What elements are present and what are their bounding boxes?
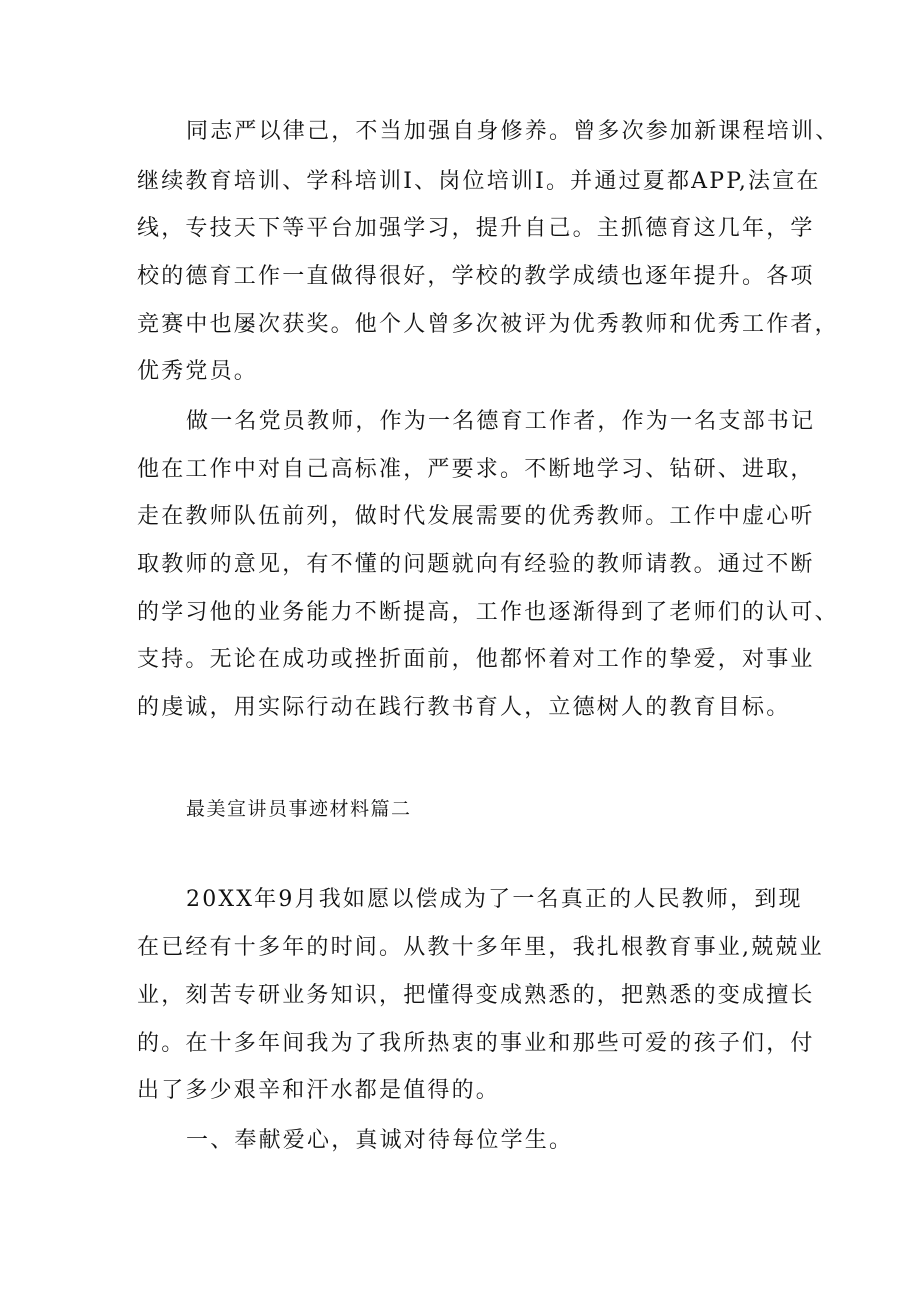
paragraph-line: 同志严以律己，不当加强自身修养。曾多次参加新课程培训、 <box>186 119 840 144</box>
paragraph-line: 走在教师队伍前列，做时代发展需要的优秀教师。工作中虚心听 <box>137 504 815 529</box>
paragraph-line: 校的德育工作一直做得很好，学校的教学成绩也逐年提升。各项 <box>137 264 815 289</box>
paragraph-line: 出了多少艰辛和汗水都是值得的。 <box>137 1078 501 1103</box>
paragraph-line: 一、奉献爱心，真诚对待每位学生。 <box>186 1128 574 1153</box>
paragraph-line: 的学习他的业务能力不断提高，工作也逐渐得到了老师们的认可、 <box>137 600 839 625</box>
paragraph-line: 取教师的意见，有不懂的问题就向有经验的教师请教。通过不断 <box>137 552 815 577</box>
paragraph-line: 优秀党员。 <box>137 359 259 384</box>
paragraph-line: 他在工作中对自己高标准，严要求。不断地学习、钻研、进取， <box>137 457 815 482</box>
paragraph-line: 做一名党员教师，作为一名德育工作者，作为一名支部书记 <box>186 409 816 434</box>
section-heading: 最美宣讲员事迹材料篇二 <box>186 798 412 820</box>
paragraph-line: 在已经有十多年的时间。从教十多年里，我扎根教育事业,兢兢业 <box>137 935 824 960</box>
paragraph-line: 的虔诚，用实际行动在践行教书育人，立德树人的教育目标。 <box>137 695 791 720</box>
paragraph-line: 20XX年9月我如愿以偿成为了一名真正的人民教师，到现 <box>186 887 803 912</box>
paragraph-line: 的。在十多年间我为了我所热衷的事业和那些可爱的孩子们，付 <box>137 1031 815 1056</box>
paragraph-line: 继续教育培训、学科培训I、岗位培训I。并通过夏都APP,法宣在 <box>137 169 821 194</box>
paragraph-line: 竞赛中也屡次获奖。他个人曾多次被评为优秀教师和优秀工作者， <box>137 312 839 337</box>
paragraph-line: 业，刻苦专研业务知识，把懂得变成熟悉的，把熟悉的变成擅长 <box>137 983 815 1008</box>
paragraph-line: 线，专技天下等平台加强学习，提升自己。主抓德育这几年，学 <box>137 216 815 241</box>
paragraph-line: 支持。无论在成功或挫折面前，他都怀着对工作的挚爱，对事业 <box>137 647 815 672</box>
